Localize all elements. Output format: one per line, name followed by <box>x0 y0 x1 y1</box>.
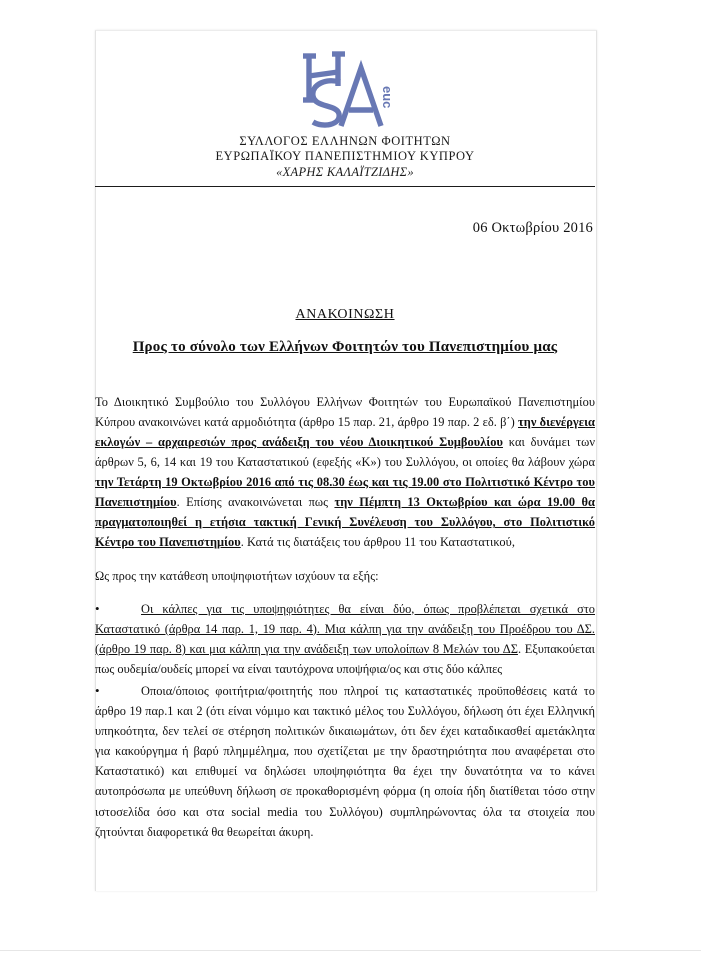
page-title-text: ΑΝΑΚΟΙΝΩΣΗ <box>295 306 395 322</box>
bullet-1-underlined-text: Οι κάλπες για τις υποψηφιότητες θα είναι δύο, όπως προβλέπεται σχετικά στο Καταστατικό (άρθρα 14 παρ. 1, 19 παρ. 4). Μια κάλπη για την ανάδειξη του Προέδρου του ΔΣ. (άρθρο 19 παρ. 8) και μια κάλπη για την ανάδειξη των υπολοίπων 8 Μελών του ΔΣ <box>95 601 595 656</box>
page-title <box>95 307 595 323</box>
list-item <box>95 599 595 679</box>
announcement-highlight-elections: την διενέργεια εκλογών – αρχαιρεσιών προς ανάδειξη του νέου Διοικητικού Συμβουλίου <box>95 414 595 449</box>
announcement-text-part-4: . Κατά τις διατάξεις του άρθρου 11 του Καταστατικού, <box>240 535 515 550</box>
letterhead-line-1: ΣΥΛΛΟΓΟΣ ΕΛΛΗΝΩΝ ΦΟΙΤΗΤΩΝ <box>239 134 451 148</box>
document-body <box>95 392 595 842</box>
bullet-marker <box>95 681 141 701</box>
list-item <box>95 681 595 842</box>
document-date: 06 Οκτωβρίου 2016 <box>472 219 593 236</box>
letterhead-logo-block <box>95 30 595 134</box>
letterhead <box>95 134 595 187</box>
announcement-text-part-2: και δυνάμει των άρθρων 5, 6, 14 και 19 του Καταστατικού (εφεξής «Κ») του Συλλόγου, οι οποίες θα λάβουν χώρα <box>95 434 595 470</box>
paragraph-candidacy-intro: Ως προς την κατάθεση υποψηφιοτήτων ισχύουν τα εξής: <box>95 568 379 583</box>
hsa-euc-logo-icon <box>293 42 397 134</box>
letterhead-line-2: ΕΥΡΩΠΑΪΚΟΥ ΠΑΝΕΠΙΣΤΗΜΙΟΥ ΚΥΠΡΟΥ <box>215 149 475 164</box>
bullet-marker <box>95 599 141 619</box>
document-content <box>95 30 595 890</box>
page-bottom-divider <box>0 950 701 951</box>
announcement-text-part-1: Το Διοικητικό Συμβούλιο του Συλλόγου Ελλήνων Φοιτητών του Ευρωπαϊκού Πανεπιστημίου Κύπρου ανακοινώνει κατά αρμοδιότητα (άρθρο 15 παρ. 21, άρθρο 19 παρ. 2 εδ. β΄) <box>95 394 595 429</box>
bullet-1-plain-text: . Εξυπακούεται πως ουδεμία/ουδείς μπορεί να είναι ταυτόχρονα υποψήφια/ος και στις δύο κάλπες <box>95 641 595 676</box>
logo-side-text: euc <box>380 86 395 109</box>
letterhead-divider <box>95 186 595 187</box>
letterhead-line-3: «ΧΑΡΗΣ ΚΑΛΑΪΤΖΙΔΗΣ» <box>276 164 414 179</box>
bullet-2-plain-text: Οποια/όποιος φοιτήτρια/φοιτητής που πληροί τις καταστατικές προϋποθέσεις κατά το άρθρο 19 παρ.1 και 2 (ότι είναι νόμιμο και τακτικό μέλος του Συλλόγου, δήλωση ότι έχει Ελληνική υπηκοότητα, δεν τελεί σε στέρηση πολιτικών δικαιωμάτων, ότι δεν έχει καταδικασθεί αμετάκλητα για κακούργημα ή βαρύ πλημμέλημα, που σχετίζεται με την δραστηριότητα που αναφέρεται στο Καταστατικό) και επιθυμεί να δηλώσει υποψηφιότητα θα έχει την δυνατότητα να το κάνει αυτοπρόσωπα με υπεύθυνη δήλωση σε προκαθορισμένη φόρμα (η οποία ήδη διατίθεται τόσο στην ιστοσελίδα όσο και στα social media του Συλλόγου) συμπληρώνοντας όλα τα στοιχεία που ζητούνται διαφορετικά θα θεωρείται άκυρη. <box>95 683 595 839</box>
announcement-highlight-election-datetime: την Τετάρτη 19 Οκτωβρίου 2016 από τις 08.30 έως και τις 19.00 στο Πολιτιστικό Κέντρο του Πανεπιστημίου <box>95 475 595 510</box>
announcement-highlight-assembly-datetime: την Πέμπτη 13 Οκτωβρίου και ώρα 19.00 θα πραγματοποιηθεί η ετήσια τακτική Γενική Συνέλευση του Συλλόγου, στο Πολιτιστικό Κέντρο του Πανεπιστημίου <box>95 495 595 550</box>
page-subtitle-text: Προς το σύνολο των Ελλήνων Φοιτητών του Πανεπιστημίου μας <box>132 338 558 355</box>
candidacy-rules-list <box>95 599 595 842</box>
announcement-text-part-3: . Επίσης ανακοινώνεται πως <box>176 495 335 510</box>
page-subtitle <box>95 339 595 356</box>
paragraph-announcement <box>95 392 595 553</box>
